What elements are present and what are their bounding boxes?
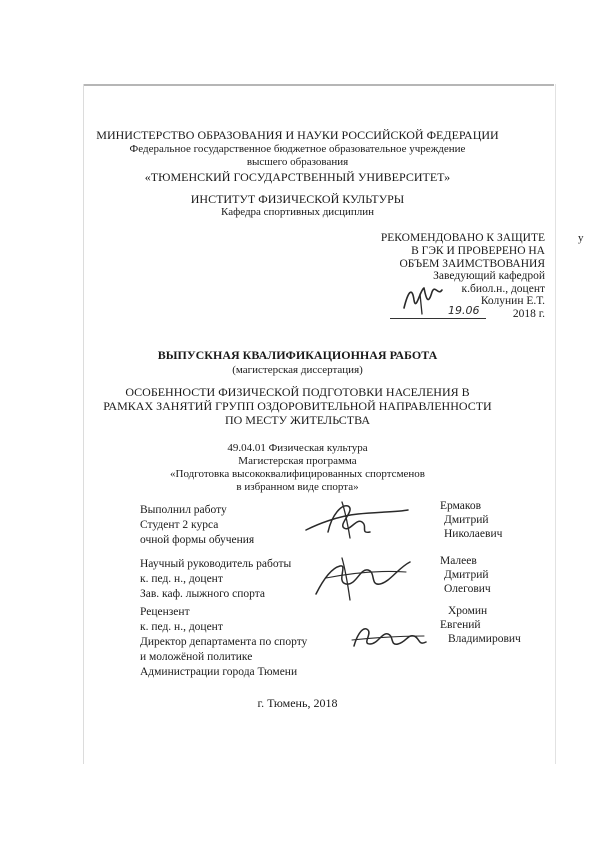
- approval-line-3: ОБЪЕМ ЗАИМСТВОВАНИЯ: [399, 258, 545, 270]
- approval-head-title: Заведующий кафедрой: [433, 270, 545, 282]
- program-code: 49.04.01 Физическая культура: [227, 442, 368, 454]
- institution-line-1: Федеральное государственное бюджетное образовательное учреждение: [129, 143, 466, 155]
- reviewer-role-line-3: Директор департамента по спорту: [140, 636, 308, 648]
- reviewer-role: [140, 605, 307, 680]
- author-signature: [298, 494, 413, 542]
- topic-line-3: ПО МЕСТУ ЖИТЕЛЬСТВА: [224, 413, 371, 427]
- ministry-heading: МИНИСТЕРСТВО ОБРАЗОВАНИЯ И НАУКИ РОССИЙСКОЙ ФЕДЕРАЦИИ: [96, 128, 499, 142]
- supervisor-signature: [306, 548, 416, 604]
- author-firstname: Дмитрий: [444, 514, 489, 526]
- approval-signature-line: [390, 318, 486, 319]
- reviewer-role-line-4: и моложёной политике: [140, 651, 253, 663]
- topic-line-2: РАМКАХ ЗАНЯТИЙ ГРУПП ОЗДОРОВИТЕЛЬНОЙ НАПРАВЛЕННОСТИ: [103, 399, 492, 413]
- reviewer-role-line-5: Администрации города Тюмени: [140, 666, 298, 678]
- reviewer-role-line-2: к. пед. н., доцент: [140, 621, 223, 633]
- margin-mark: у: [578, 232, 584, 244]
- author-role: [140, 503, 254, 548]
- work-type: ВЫПУСКНАЯ КВАЛИФИКАЦИОННАЯ РАБОТА: [157, 348, 438, 362]
- supervisor-role: [140, 557, 291, 602]
- approval-head-name: Колунин Е.Т.: [480, 295, 545, 307]
- author-name: [440, 499, 502, 541]
- author-role-line-2: Студент 2 курса: [140, 519, 219, 531]
- reviewer-signature: [346, 618, 430, 654]
- supervisor-patronymic: Олегович: [444, 583, 491, 595]
- supervisor-role-line-1: Научный руководитель работы: [140, 558, 292, 570]
- reviewer-name: [440, 604, 521, 646]
- approval-handwritten-date: 19.06: [448, 304, 480, 317]
- author-role-line-1: Выполнил работу: [140, 504, 227, 516]
- topic-line-1: ОСОБЕННОСТИ ФИЗИЧЕСКОЙ ПОДГОТОВКИ НАСЕЛЕНИЯ В: [125, 385, 470, 399]
- supervisor-firstname: Дмитрий: [444, 569, 489, 581]
- program-name-line-1: «Подготовка высококвалифицированных спортсменов: [170, 468, 425, 480]
- reviewer-firstname: Евгений: [440, 619, 481, 631]
- supervisor-name: [440, 554, 491, 596]
- author-patronymic: Николаевич: [444, 528, 503, 540]
- approval-degree: к.биол.н., доцент: [461, 283, 545, 295]
- supervisor-role-line-3: Зав. каф. лыжного спорта: [140, 588, 266, 600]
- approval-year: 2018 г.: [512, 308, 545, 320]
- work-subtype: (магистерская диссертация): [232, 364, 363, 376]
- program-type: Магистерская программа: [238, 455, 357, 467]
- head-signature: [398, 282, 448, 318]
- approval-line-2: В ГЭК И ПРОВЕРЕНО НА: [411, 245, 545, 257]
- department-name: Кафедра спортивных дисциплин: [221, 206, 374, 218]
- supervisor-role-line-2: к. пед. н., доцент: [140, 573, 223, 585]
- reviewer-role-line-1: Рецензент: [140, 606, 190, 618]
- institution-line-2: высшего образования: [246, 156, 349, 168]
- approval-line-1: РЕКОМЕНДОВАНО К ЗАЩИТЕ: [380, 232, 545, 244]
- author-surname: Ермаков: [440, 500, 482, 512]
- university-name: «ТЮМЕНСКИЙ ГОСУДАРСТВЕННЫЙ УНИВЕРСИТЕТ»: [144, 170, 451, 184]
- reviewer-surname: Хромин: [448, 605, 488, 617]
- author-role-line-3: очной формы обучения: [140, 534, 255, 546]
- reviewer-patronymic: Владимирович: [448, 633, 521, 645]
- supervisor-surname: Малеев: [440, 555, 477, 567]
- city-year: г. Тюмень, 2018: [257, 696, 338, 710]
- program-name-line-2: в избранном виде спорта»: [236, 481, 359, 493]
- institute-name: ИНСТИТУТ ФИЗИЧЕСКОЙ КУЛЬТУРЫ: [190, 192, 405, 206]
